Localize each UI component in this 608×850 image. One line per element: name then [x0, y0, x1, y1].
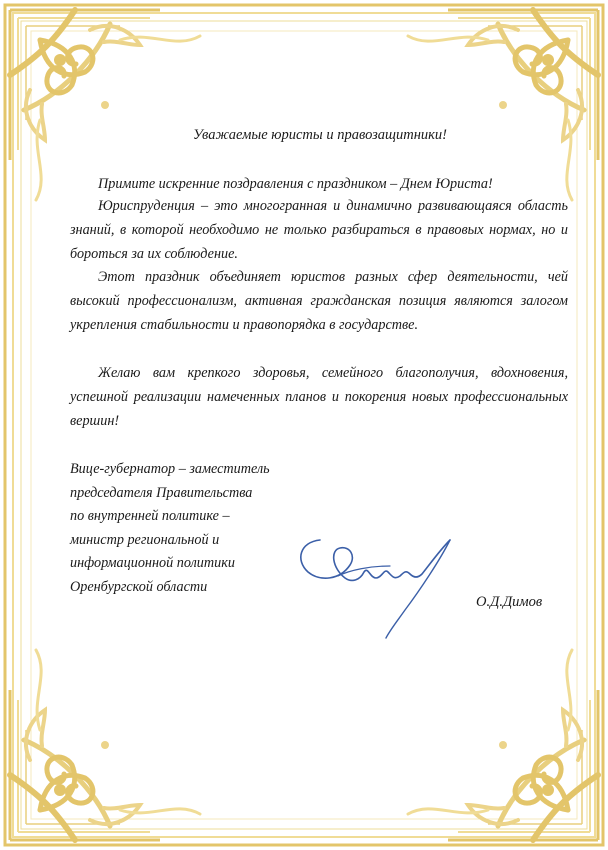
- signer-position: [70, 458, 310, 599]
- paragraph-wishes: Желаю вам крепкого здоровья, семейного благополучия, вдохновения, успешной реализации намеченных планов и покорения новых профессиональных вершин!: [70, 365, 568, 429]
- paragraph-holiday: Этот праздник объединяет юристов разных сфер деятельности, чей высокий профессионализм, активная гражданская позиция являются залогом укрепления стабильности и правопорядка в государстве.: [70, 269, 568, 333]
- salutation: Уважаемые юристы и правозащитники!: [192, 127, 448, 143]
- signer-position-line: председателя Правительства: [70, 484, 253, 501]
- signer-position-line: министр региональной и: [70, 531, 220, 548]
- paragraph-jurisprudence: Юриспруденция – это многогранная и динамично развивающаяся область знаний, в которой необходимо не только разбираться в правовых нормах, но и бороться за их соблюдение.: [70, 198, 568, 262]
- signer-position-line: Вице-губернатор – заместитель: [70, 461, 270, 477]
- signer-position-line: Оренбургской области: [70, 578, 208, 595]
- handwritten-signature: [290, 520, 470, 650]
- signer-position-line: по внутренней политике –: [70, 508, 230, 524]
- signer-position-line: информационной политики: [70, 555, 235, 571]
- paragraph-greeting: Примите искренние поздравления с праздником – Днем Юриста!: [98, 176, 493, 192]
- signer-name: О.Д.Димов: [476, 594, 543, 610]
